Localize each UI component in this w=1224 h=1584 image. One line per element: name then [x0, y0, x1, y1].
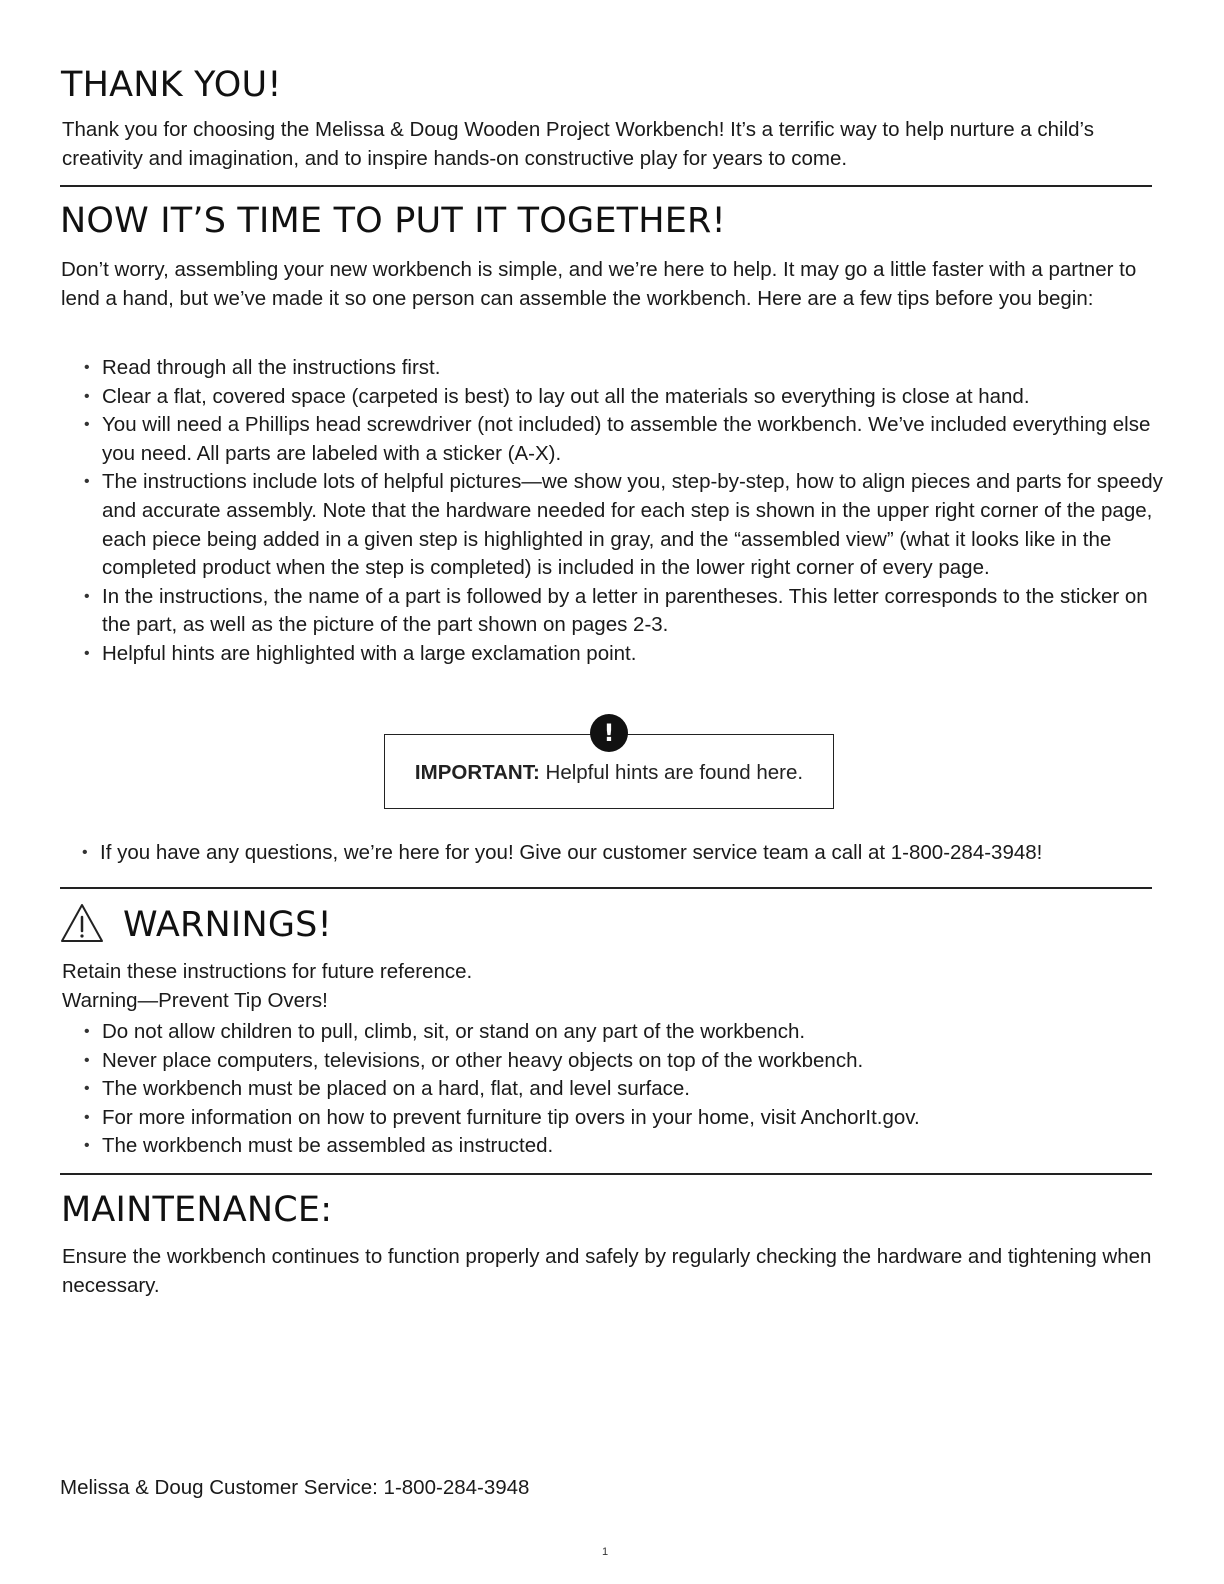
list-item: • Do not allow children to pull, climb, sit, or stand on any part of the workbench.	[62, 1018, 1172, 1047]
list-item: • Clear a flat, covered space (carpeted is best) to lay out all the materials so everything is close at hand.	[62, 383, 1172, 412]
warnings-tip-overs: Warning—Prevent Tip Overs!	[62, 989, 328, 1012]
hint-text	[385, 761, 833, 785]
list-item: • If you have any questions, we’re here for you! Give our customer service team a call at 1-800-284-3948!	[60, 839, 1170, 868]
warnings-retain: Retain these instructions for future reference.	[62, 960, 473, 983]
list-item: • In the instructions, the name of a part is followed by a letter in parentheses. This letter corresponds to the sticker on the part, as well as the picture of the part shown on pages 2-3.	[62, 583, 1172, 640]
warnings-heading: WARNINGS!	[123, 905, 332, 945]
list-item: • Never place computers, televisions, or other heavy objects on top of the workbench.	[62, 1047, 1172, 1076]
list-item: • Read through all the instructions first.	[62, 354, 1172, 383]
maintenance-heading: MAINTENANCE:	[61, 1190, 333, 1230]
list-item: • For more information on how to prevent furniture tip overs in your home, visit AnchorIt.gov.	[62, 1104, 1172, 1133]
divider	[60, 1173, 1152, 1175]
divider	[60, 185, 1152, 187]
maintenance-body: Ensure the workbench continues to function properly and safely by regularly checking the hardware and tightening when necessary.	[62, 1245, 1152, 1297]
list-item: • The workbench must be placed on a hard, flat, and level surface.	[62, 1075, 1172, 1104]
hint-description: Helpful hints are found here.	[539, 761, 804, 784]
warning-triangle-icon	[60, 903, 104, 943]
list-item: • Helpful hints are highlighted with a large exclamation point.	[62, 640, 1172, 669]
page-number: 1	[602, 1546, 609, 1558]
thank-you-body: Thank you for choosing the Melissa & Doug Wooden Project Workbench! It’s a terrific way to help nurture a child’s creativity and imagination, and to inspire hands-on constructive play for years to come.	[62, 118, 1094, 170]
list-item: • The workbench must be assembled as instructed.	[62, 1132, 1172, 1161]
contact-list	[60, 839, 1170, 868]
exclamation-icon: !	[590, 714, 628, 752]
divider	[60, 887, 1152, 889]
assembly-heading: NOW IT’S TIME TO PUT IT TOGETHER!	[60, 201, 726, 241]
hint-label: IMPORTANT:	[414, 761, 540, 784]
list-item: • You will need a Phillips head screwdriver (not included) to assemble the workbench. We’ve included everything else you need. All parts are labeled with a sticker (A-X).	[62, 411, 1172, 468]
assembly-intro: Don’t worry, assembling your new workbench is simple, and we’re here to help. It may go a little faster with a partner to lend a hand, but we’ve made it so one person can assemble the workbench. Here are a few tips before you begin:	[61, 258, 1137, 310]
warnings-list	[62, 1018, 1172, 1161]
tips-list	[62, 354, 1172, 669]
list-item: • The instructions include lots of helpful pictures—we show you, step-by-step, how to align pieces and parts for speedy and accurate assembly. Note that the hardware needed for each step is shown in the upper right corner of the page, each piece being added in a given step is highlighted in gray, and the “assembled view” (what it looks like in the completed product when the step is completed) is included in the lower right corner of every page.	[62, 468, 1172, 582]
thank-you-heading: THANK YOU!	[61, 65, 282, 105]
customer-service-footer: Melissa & Doug Customer Service: 1-800-284-3948	[60, 1476, 530, 1499]
